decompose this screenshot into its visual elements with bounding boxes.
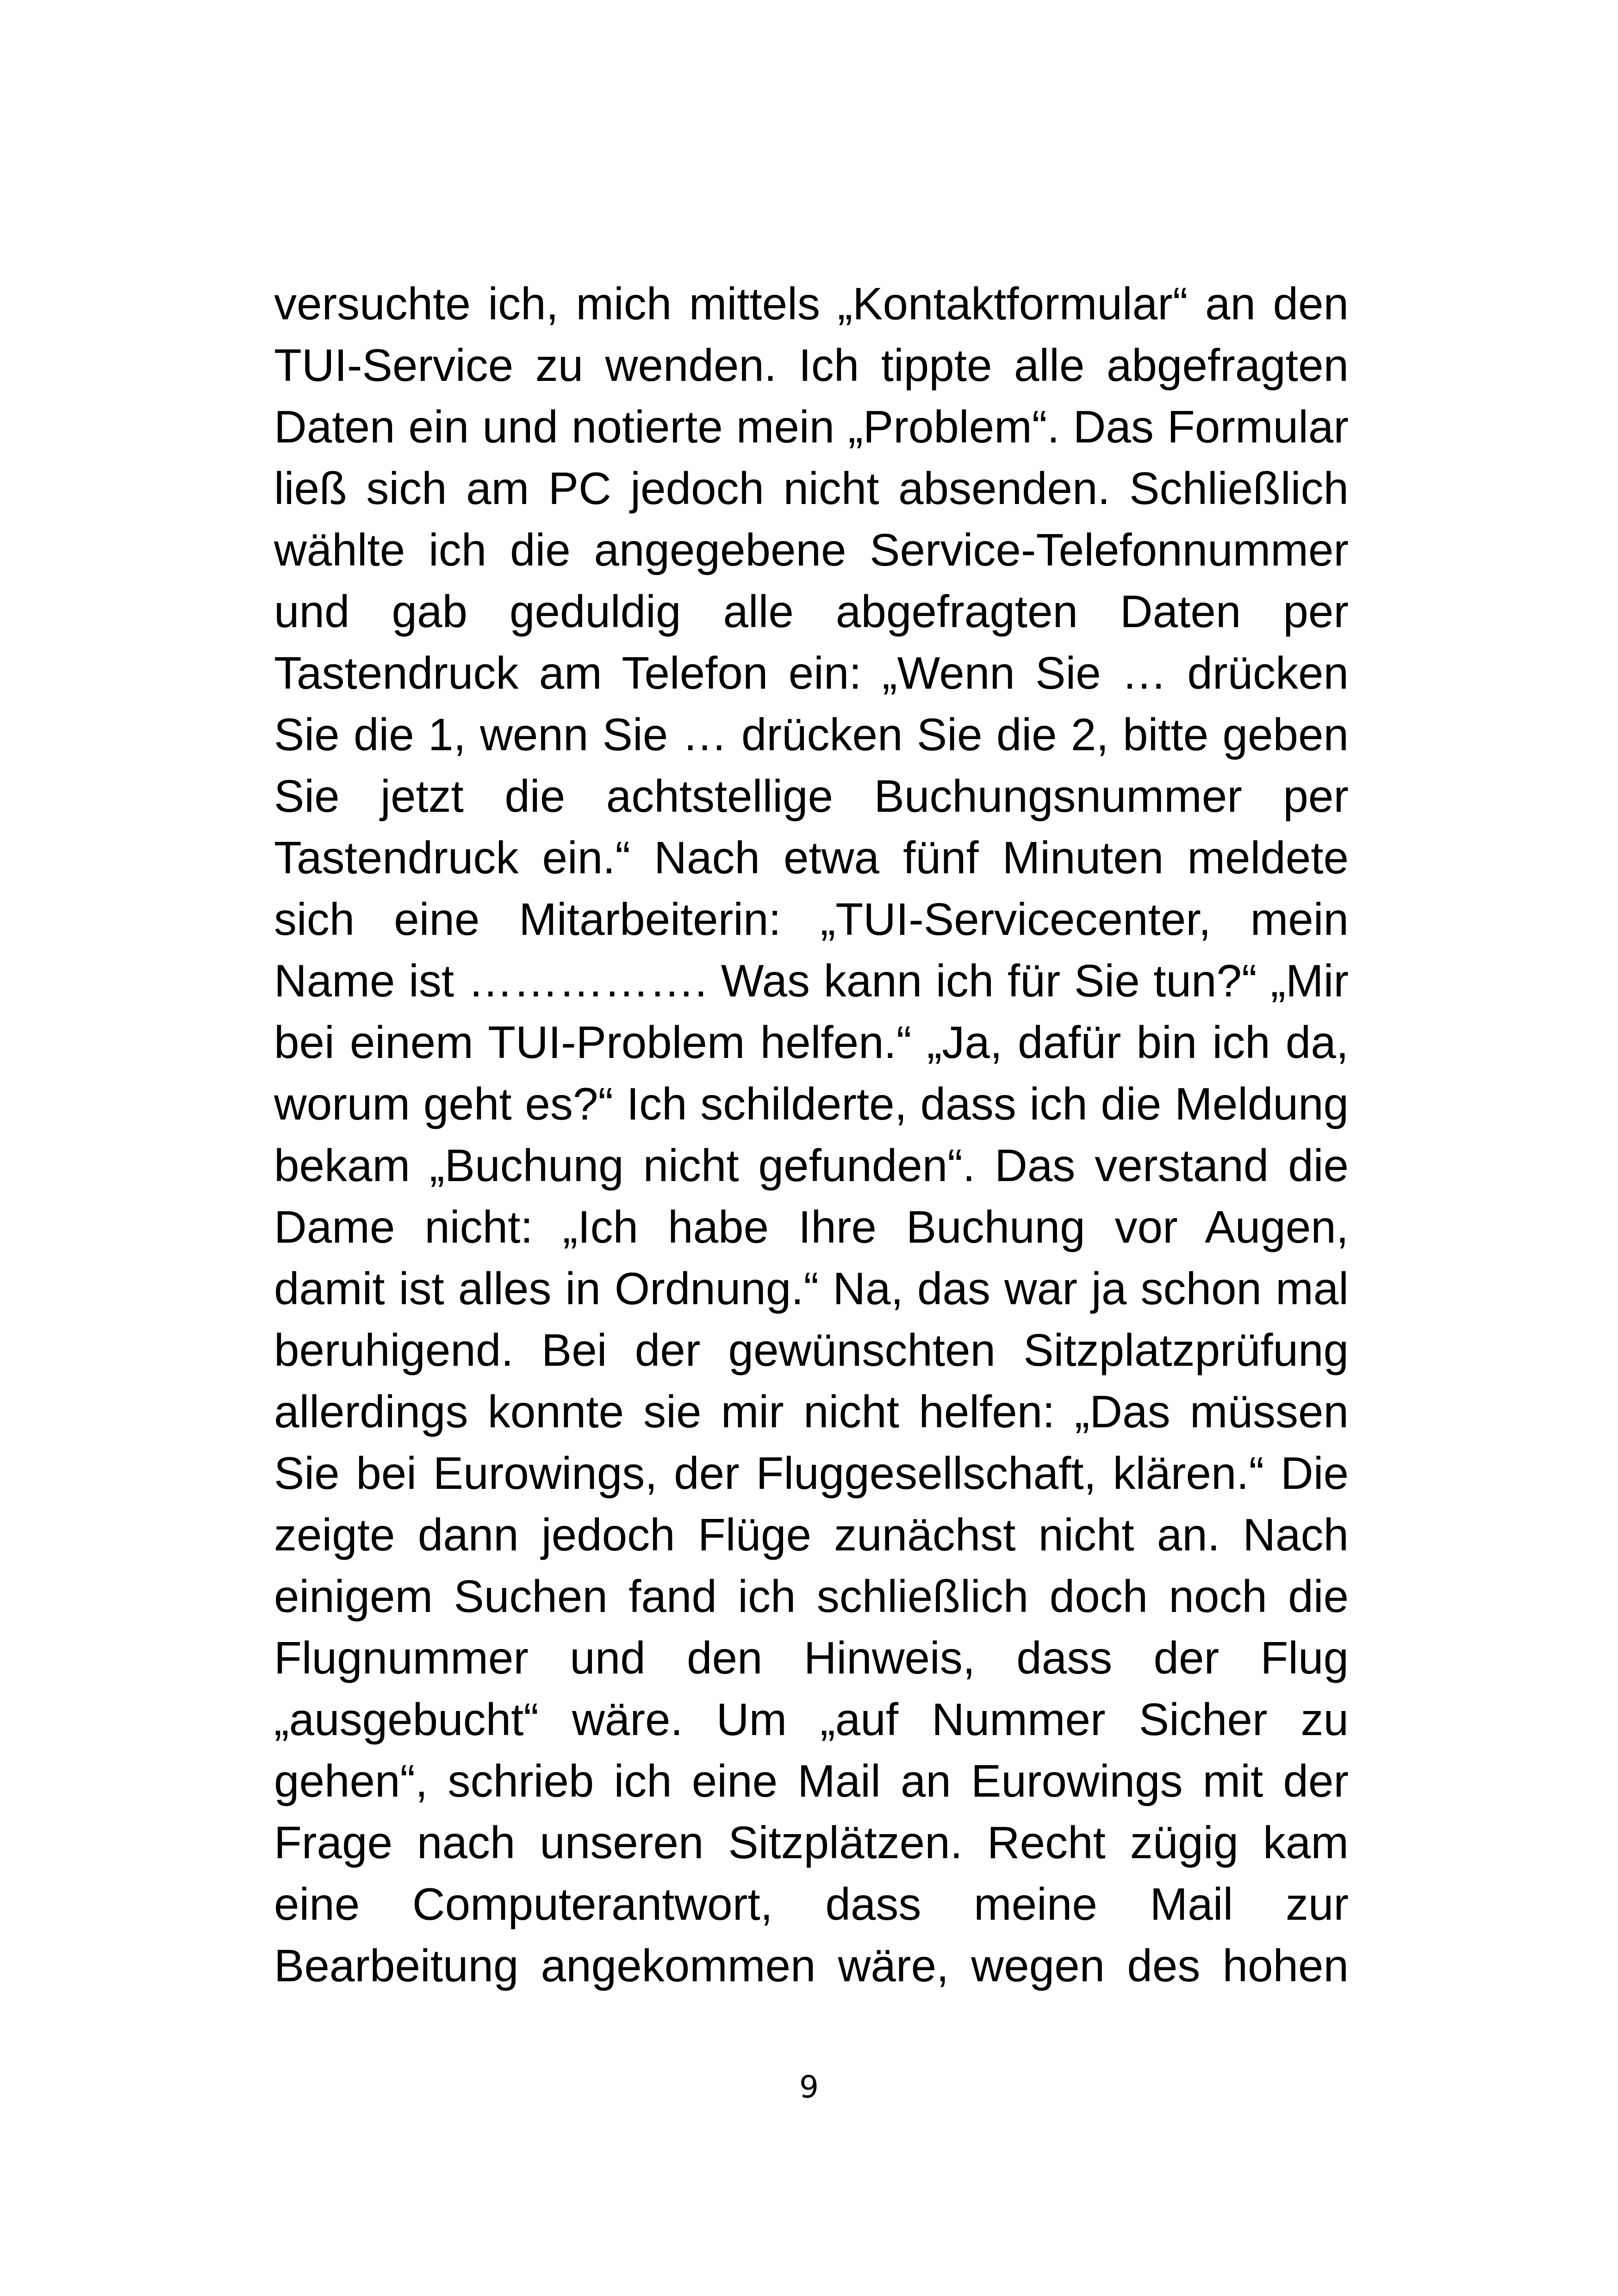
- text-line: einigem Suchen fand ich schließlich doch noch die: [274, 1571, 1349, 1622]
- text-line: Flugnummer und den Hinweis, dass der Flug: [274, 1632, 1349, 1683]
- text-line: „ausgebucht“ wäre. Um „auf Nummer Sicher zu: [274, 1694, 1349, 1745]
- text-line: bekam „Buchung nicht gefunden“. Das verstand die: [274, 1140, 1349, 1191]
- text-line: Sie die 1, wenn Sie … drücken Sie die 2, bitte geben: [274, 709, 1349, 760]
- text-line: Daten ein und notierte mein „Problem“. Das Formular: [274, 401, 1349, 452]
- text-line: und gab geduldig alle abgefragten Daten per: [274, 586, 1349, 637]
- text-line: Name ist ……………. Was kann ich für Sie tun?“ „Mir: [274, 955, 1349, 1006]
- text-line: allerdings konnte sie mir nicht helfen: „Das müssen: [274, 1386, 1349, 1437]
- text-line: Tastendruck am Telefon ein: „Wenn Sie … drücken: [274, 647, 1349, 698]
- text-line: Sie bei Eurowings, der Fluggesellschaft, klären.“ Die: [274, 1448, 1349, 1499]
- text-line: beruhigend. Bei der gewünschten Sitzplatzprüfung: [274, 1325, 1349, 1375]
- text-line: sich eine Mitarbeiterin: „TUI-Servicecenter, mein: [274, 894, 1349, 945]
- text-line: Tastendruck ein.“ Nach etwa fünf Minuten meldete: [274, 832, 1349, 883]
- text-line: Sie jetzt die achtstellige Buchungsnummer per: [274, 771, 1349, 821]
- text-line: wählte ich die angegebene Service-Telefonnummer: [274, 524, 1349, 575]
- text-line: worum geht es?“ Ich schilderte, dass ich die Meldung: [274, 1078, 1349, 1129]
- text-line: bei einem TUI-Problem helfen.“ „Ja, dafür bin ich da,: [274, 1017, 1349, 1068]
- text-line: versuchte ich, mich mittels „Kontaktformular“ an den: [274, 278, 1349, 329]
- text-line: Dame nicht: „Ich habe Ihre Buchung vor Augen,: [274, 1201, 1349, 1252]
- text-line: zeigte dann jedoch Flüge zunächst nicht an. Nach: [274, 1509, 1349, 1560]
- text-line: gehen“, schrieb ich eine Mail an Eurowings mit der: [274, 1755, 1349, 1806]
- text-line: Frage nach unseren Sitzplätzen. Recht zügig kam: [274, 1817, 1349, 1868]
- body-text: [274, 273, 1349, 1997]
- text-line: Bearbeitung angekommen wäre, wegen des hohen: [274, 1940, 1349, 1991]
- text-line: damit ist alles in Ordnung.“ Na, das war ja schon mal: [274, 1263, 1349, 1314]
- text-line: eine Computerantwort, dass meine Mail zur: [274, 1879, 1349, 1929]
- text-line: TUI-Service zu wenden. Ich tippte alle abgefragten: [274, 340, 1349, 391]
- text-line: ließ sich am PC jedoch nicht absenden. Schließlich: [274, 463, 1349, 514]
- page-number: 9: [799, 2069, 819, 2105]
